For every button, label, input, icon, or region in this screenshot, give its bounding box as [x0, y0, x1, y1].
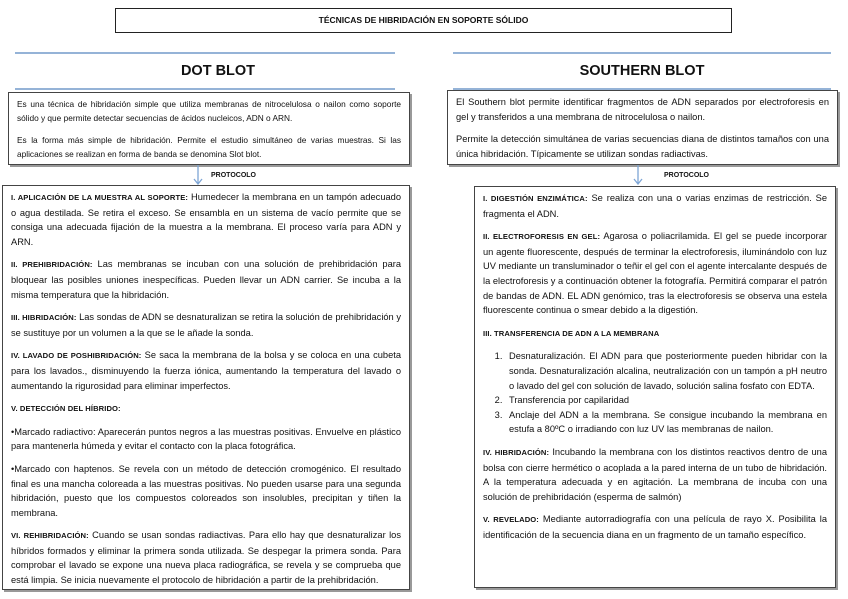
southern-blot-heading: SOUTHERN BLOT	[579, 63, 705, 79]
intro-paragraph: Es una técnica de hibridación simple que utiliza membranas de nitrocelulosa o nailon como soporte sólido y que permite detectar secuencias de ácidos nucleicos, ADN o ARN.	[17, 99, 401, 123]
dot-blot-heading: DOT BLOT	[180, 63, 256, 79]
transfer-steps-list	[505, 349, 827, 437]
dot-blot-protocol	[2, 185, 410, 590]
protocol-step: II. ELECTROFORESIS EN GEL: Agarosa o poliacrilamida. El gel se puede incorporar un agente fluorescente, después de terminar la electroforesis, iluminándolo con luz UV mediante un transluminador o teñir el gel con el agente intercalante después de la electroforesis y a continuación obtener la fotografía. Permitirá comparar el patrón de bandas de ADN. EL ADN genómico, tras la electroforesis se observa una estela fluorescente continua o smear debido a la digestión.	[483, 231, 827, 316]
arrow-down-icon	[633, 165, 643, 185]
protocol-step: III. HIBRIDACIÓN: Las sondas de ADN se desnaturalizan se retira la solución de prehibridación y se sustituye por un volumen a la que se le añade la sonda.	[11, 312, 402, 338]
divider-line	[15, 52, 395, 54]
list-item: 3. Anclaje del ADN a la membrana. Se consigue incubando la membrana en estufa a 80ºC o irradiando con luz UV las membranas de nailon.	[505, 408, 827, 437]
divider-line	[453, 52, 831, 54]
protocol-step: IV. HIBRIDACIÓN: Incubando la membrana con los distintos reactivos dentro de una bolsa con cierre hermético o acoplada a la pared interna de un tubo de hibridación. A la temperatura adecuada y en agitación. La membrana de incuba con una solución de prehibridación (esperma de salmón)	[483, 446, 827, 502]
protocol-step: VI. REHIBRIDACIÓN: Cuando se usan sondas radiactivas. Para ello hay que desnaturalizar los híbridos formados y eliminar la primera sonda utilizada. Se despegar la primera sonda. Para comprobar el lavado se expone una nueva placa radiográfica, se revela y se comprueba que está limpia. Se inicia nuevamente el protocolo de hibridación a partir de la prehibridación.	[11, 530, 401, 586]
arrow-down-icon	[193, 165, 203, 185]
protocol-step: I. DIGESTIÓN ENZIMÁTICA: Se realiza con una o varias enzimas de restricción. Se fragmenta el ADN.	[483, 193, 827, 219]
page-title: TÉCNICAS DE HIBRIDACIÓN EN SOPORTE SÓLIDO	[115, 8, 732, 33]
southern-blot-protocol	[474, 186, 836, 588]
intro-paragraph: Permite la detección simultánea de varias secuencias diana de distintos tamaños con una única hibridación. Típicamente se utilizan sondas radiactivas.	[456, 134, 829, 159]
protocol-step: V. DETECCIÓN DEL HÍBRIDO:	[11, 404, 121, 414]
protocol-label: PROTOCOLO	[664, 172, 709, 179]
bullet-item: •Marcado con haptenos. Se revela con un método de detección cromogénico. El resultado final es una mancha coloreada a las muestras positivas. No pueden usarse para una segunda hibridación, puesto que los compuestos coloreados son insolubles, precipitan y tiñen la membrana.	[11, 463, 401, 518]
protocol-step: V. REVELADO: Mediante autorradiografía con una película de rayo X. Posibilita la identificación de la secuencia diana en un fragmento de un tamaño específico.	[483, 514, 827, 540]
intro-paragraph: Es la forma más simple de hibridación. Permite el estudio simultáneo de varias muestras. Si las aplicaciones se realizan en forma de banda se denomina Slot blot.	[17, 135, 401, 159]
protocol-label: PROTOCOLO	[211, 172, 256, 179]
southern-blot-intro	[447, 90, 838, 165]
dot-blot-intro	[8, 92, 410, 165]
protocol-step: I. APLICACIÓN DE LA MUESTRA AL SOPORTE: Humedecer la membrana en un tampón adecuado o agua destilada. Se retira el exceso. Se ensambla en un sistema de vacío permite que se consiga una adecuada fijación de la muestra a la membrana. El proceso varía para ADN y ARN.	[11, 192, 402, 247]
list-item: 1. Desnaturalización. El ADN para que posteriormente pueden hibridar con la sonda. Desnaturalización alcalina, neutralización con un tampón a pH neutro o lavado del gel con solución de lavado, solución salina fosfato con EDTA.	[505, 349, 827, 393]
protocol-step: III. TRANSFERENCIA DE ADN A LA MEMBRANA	[483, 328, 660, 338]
protocol-step: IV. LAVADO DE POSHIBRIDACIÓN: Se saca la membrana de la bolsa y se coloca en una cubeta para los lavados., disminuyendo la fuerza iónica, aumentando la temperatura del lavado o aumentando la rigurosidad para eliminar imperfectos.	[11, 350, 401, 391]
bullet-item: •Marcado radiactivo: Aparecerán puntos negros a las muestras positivas. Envuelve en plástico para mantenerla húmeda y evitar el contacto con la placa fotográfica.	[11, 426, 401, 452]
list-item: 2. Transferencia por capilaridad	[505, 393, 827, 408]
intro-paragraph: El Southern blot permite identificar fragmentos de ADN separados por electroforesis en gel y transferidos a una membrana de nitrocelulosa o nailon.	[456, 97, 829, 122]
protocol-step: II. PREHIBRIDACIÓN: Las membranas se incuban con una solución de prehibridación para bloquear las posibles uniones inespecíficas. Pueden llevar un ADN carrier. Se incuba a la misma temperatura que la hibridación.	[11, 259, 401, 300]
divider-line	[15, 88, 395, 90]
